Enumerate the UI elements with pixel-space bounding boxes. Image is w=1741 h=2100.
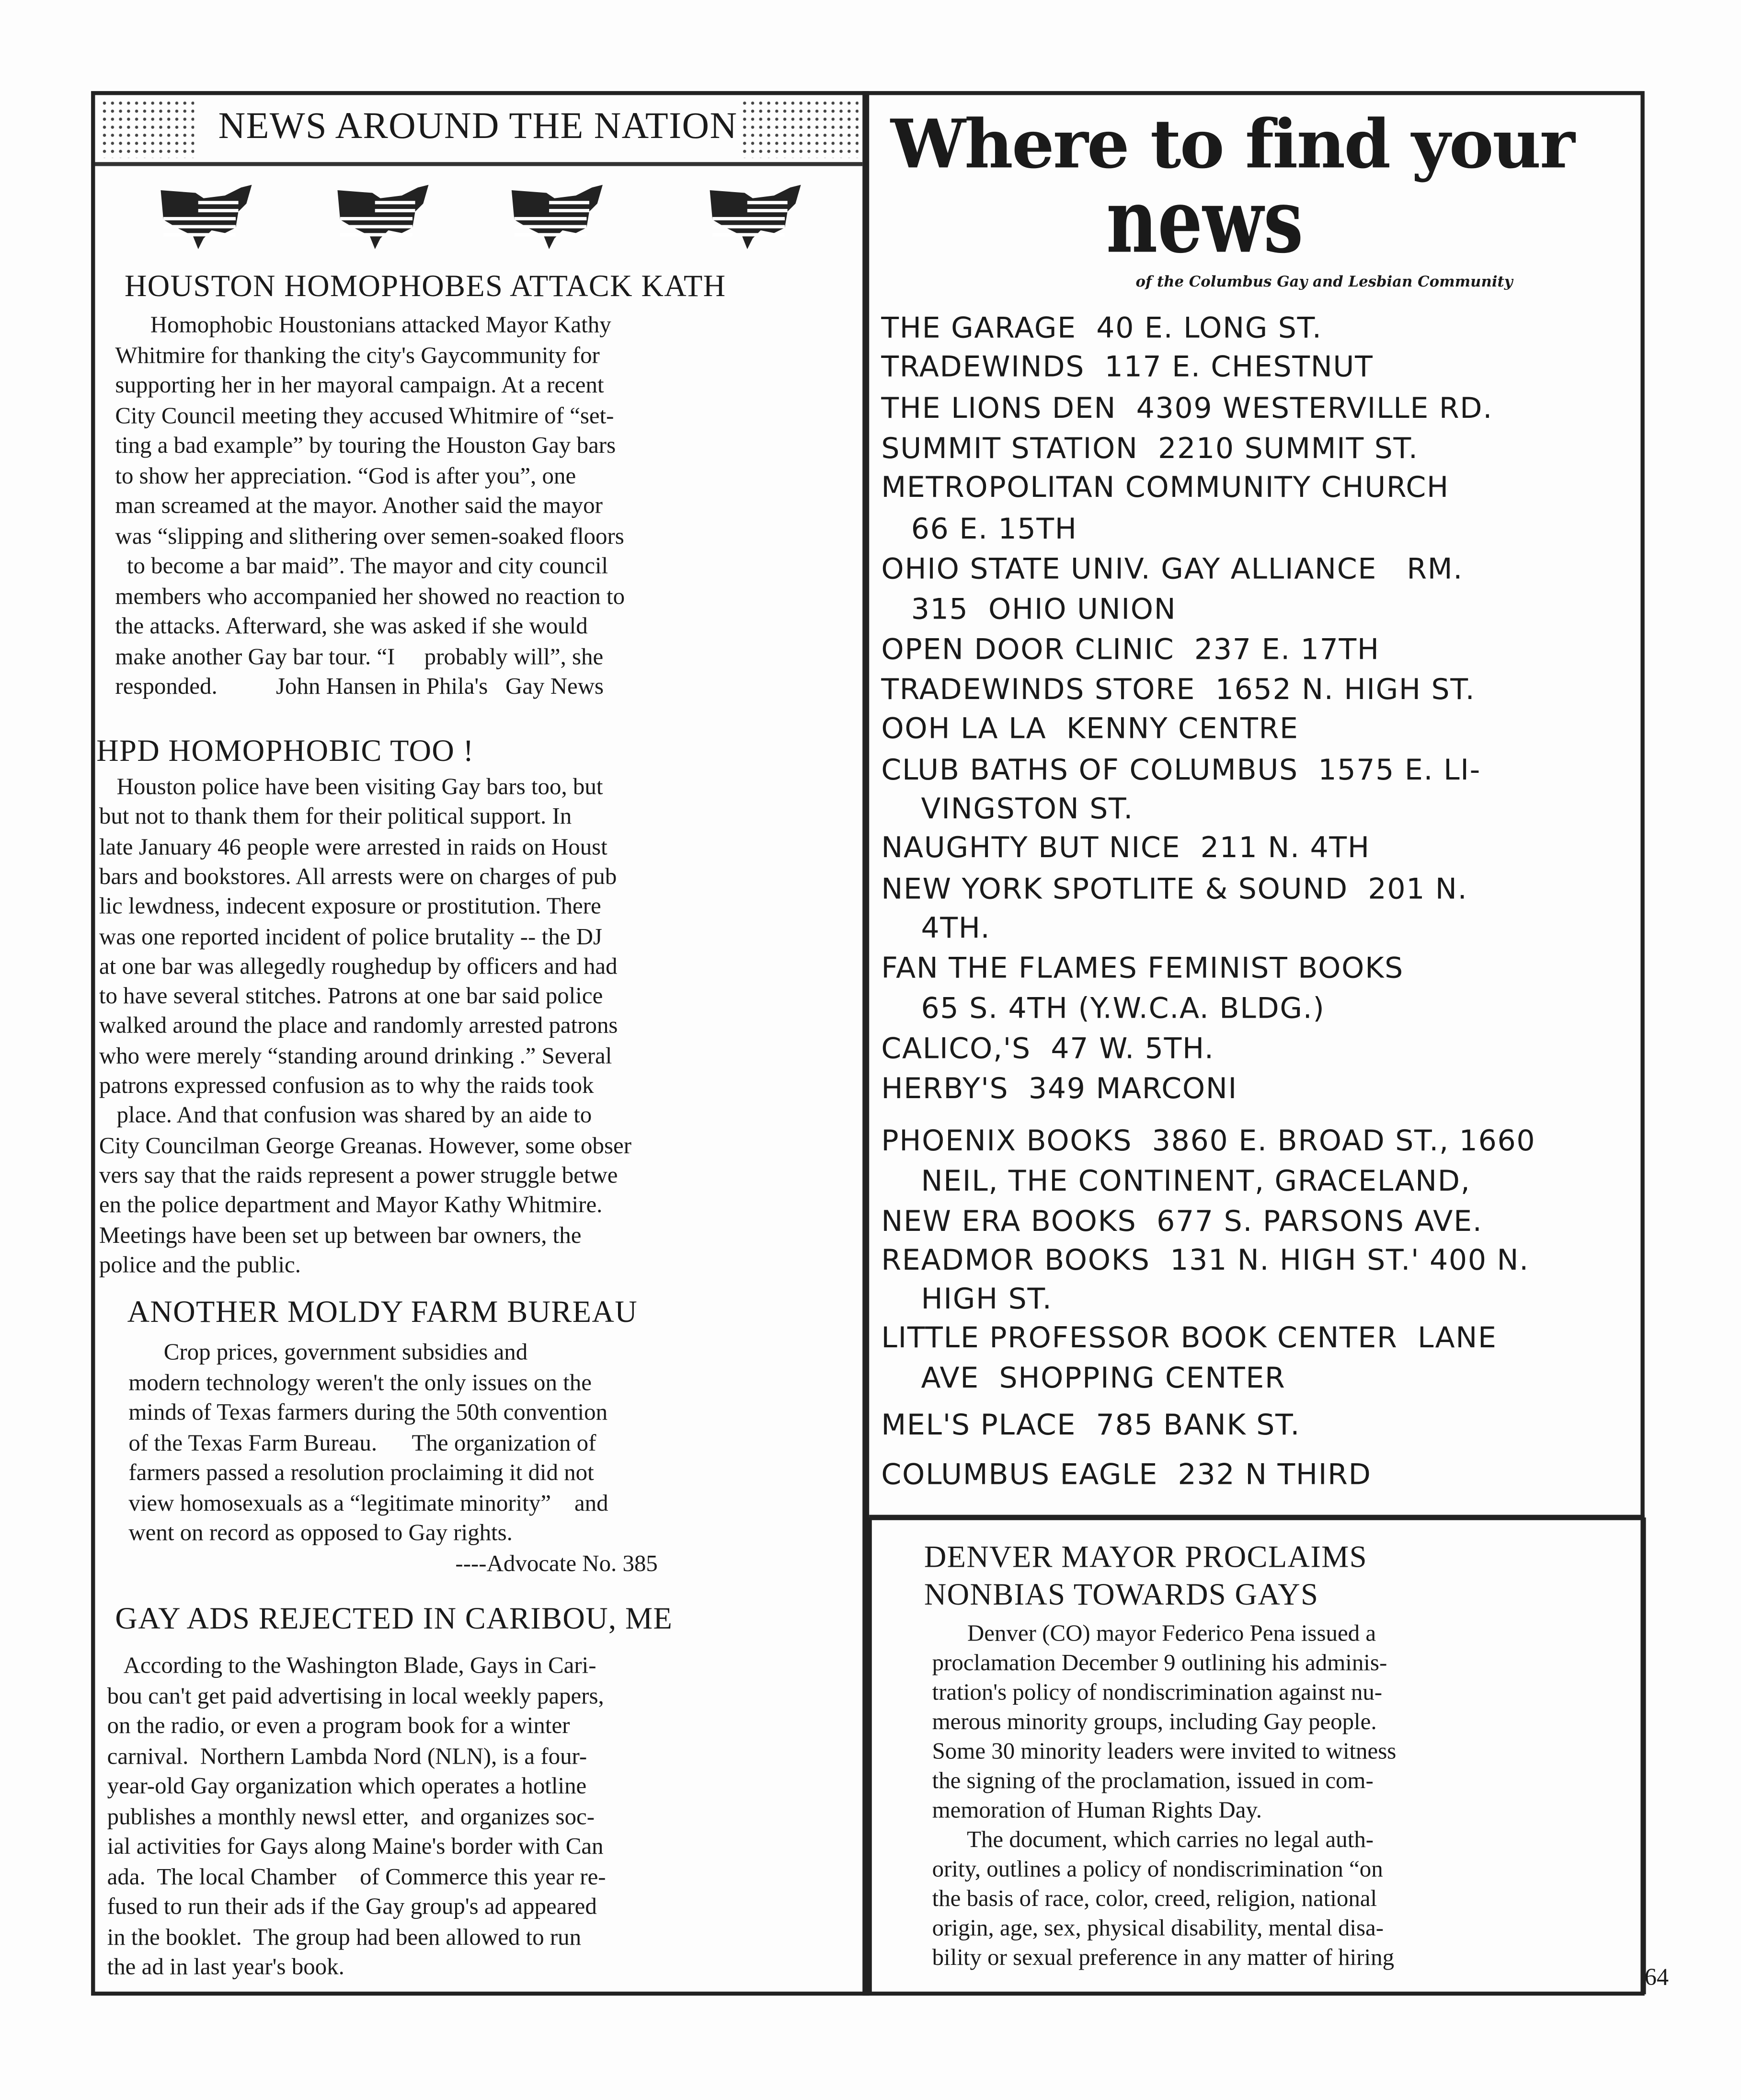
listing-entry: COLUMBUS EAGLE 232 N THIRD xyxy=(881,1458,1372,1492)
us-flag-map-icon xyxy=(509,182,616,249)
listing-entry: 66 E. 15TH xyxy=(881,513,1077,547)
article-line: police and the public. xyxy=(99,1251,301,1278)
article-line: Houston police have been visiting Gay bars too, but xyxy=(99,772,603,800)
listing-entry: HERBY'S 349 MARCONI xyxy=(881,1073,1237,1107)
article-line: minds of Texas farmers during the 50th convention xyxy=(128,1398,608,1425)
listing-entry: CLUB BATHS OF COLUMBUS 1575 E. LI- xyxy=(881,754,1481,788)
article-line: to become a bar maid”. The mayor and city council xyxy=(115,551,608,579)
halftone-pattern xyxy=(101,99,195,158)
article-line: lic lewdness, indecent exposure or prostitution. There xyxy=(99,892,601,919)
listing-entry: CALICO,'S 47 W. 5TH. xyxy=(881,1033,1214,1067)
article-line: patrons expressed confusion as to why the raids took xyxy=(99,1071,594,1099)
article-line: bars and bookstores. All arrests were on charges of pub xyxy=(99,862,617,889)
us-flag-map-icon xyxy=(158,182,265,249)
article-line: man screamed at the mayor. Another said the mayor xyxy=(115,491,603,518)
listing-entry: VINGSTON ST. xyxy=(881,792,1134,826)
article-headline: GAY ADS REJECTED IN CARIBOU, ME xyxy=(115,1602,673,1636)
listing-entry: NEW ERA BOOKS 677 S. PARSONS AVE. xyxy=(881,1205,1483,1239)
listing-entry: PHOENIX BOOKS 3860 E. BROAD ST., 1660 xyxy=(881,1125,1536,1159)
article-line: year-old Gay organization which operates a hotline xyxy=(107,1772,587,1799)
article-line: make another Gay bar tour. “I probably will”, she xyxy=(115,642,604,669)
article-line: merous minority groups, including Gay people. xyxy=(932,1708,1377,1735)
listing-entry: TRADEWINDS STORE 1652 N. HIGH ST. xyxy=(881,674,1476,707)
article-line: at one bar was allegedly roughedup by officers and had xyxy=(99,952,618,979)
us-flag-map-icon xyxy=(707,182,814,249)
article-line: ting a bad example” by touring the Houston Gay bars xyxy=(115,431,616,459)
article-headline: HPD HOMOPHOBIC TOO ! xyxy=(96,734,474,768)
article-line: who were merely “standing around drinking .” Several xyxy=(99,1041,612,1068)
listing-entry: OPEN DOOR CLINIC 237 E. 17TH xyxy=(881,633,1380,667)
article-line: to show her appreciation. “God is after you”, one xyxy=(115,461,576,488)
page-number: 64 xyxy=(1644,1963,1669,1990)
article-line: According to the Washington Blade, Gays in Cari- xyxy=(107,1651,596,1678)
article-line: Denver (CO) mayor Federico Pena issued a xyxy=(932,1619,1376,1646)
listing-title-news: news xyxy=(1106,169,1304,274)
listing-entry: LITTLE PROFESSOR BOOK CENTER LANE xyxy=(881,1322,1497,1355)
us-flag-map-icon xyxy=(335,182,442,249)
article-line: publishes a monthly newsl etter, and organizes soc- xyxy=(107,1802,595,1829)
article-line: modern technology weren't the only issues on the xyxy=(128,1368,592,1395)
listing-entry: OHIO STATE UNIV. GAY ALLIANCE RM. xyxy=(881,553,1464,587)
listing-entry: READMOR BOOKS 131 N. HIGH ST.' 400 N. xyxy=(881,1244,1529,1278)
listing-entry: THE GARAGE 40 E. LONG ST. xyxy=(881,312,1322,346)
listing-entry: AVE SHOPPING CENTER xyxy=(881,1362,1286,1396)
listing-entry: MEL'S PLACE 785 BANK ST. xyxy=(881,1409,1301,1443)
article-headline: DENVER MAYOR PROCLAIMS xyxy=(924,1540,1367,1574)
article-line: went on record as opposed to Gay rights. xyxy=(128,1518,513,1546)
article-line: carnival. Northern Lambda Nord (NLN), is a four- xyxy=(107,1742,587,1769)
article-line: walked around the place and randomly arrested patrons xyxy=(99,1011,618,1039)
listing-entry: NAUGHTY BUT NICE 211 N. 4TH xyxy=(881,831,1370,865)
article-line: bility or sexual preference in any matter of hiring xyxy=(932,1943,1395,1971)
article-line: Crop prices, government subsidies and xyxy=(128,1338,528,1365)
article-line: The document, which carries no legal auth- xyxy=(932,1825,1374,1853)
listing-entry: NEIL, THE CONTINENT, GRACELAND, xyxy=(881,1165,1471,1199)
listing-entry: THE LIONS DEN 4309 WESTERVILLE RD. xyxy=(881,392,1493,426)
article-line: City Councilman George Greanas. However, some obser xyxy=(99,1131,631,1158)
article-line: of the Texas Farm Bureau. The organization of xyxy=(128,1428,596,1456)
article-line: fused to run their ads if the Gay group's ad appeared xyxy=(107,1892,597,1919)
article-line: members who accompanied her showed no reaction to xyxy=(115,582,625,609)
section-title: NEWS AROUND THE NATION xyxy=(218,105,738,148)
article-line: en the police department and Mayor Kathy Whitmire. xyxy=(99,1191,603,1218)
article-line: supporting her in her mayoral campaign. At a recent xyxy=(115,371,604,398)
article-line: the basis of race, color, creed, religion, national xyxy=(932,1884,1377,1912)
article-line: bou can't get paid advertising in local weekly papers, xyxy=(107,1681,604,1709)
article-line: memoration of Human Rights Day. xyxy=(932,1796,1262,1823)
article-line: ority, outlines a policy of nondiscrimination “on xyxy=(932,1855,1383,1882)
listing-entry: OOH LA LA KENNY CENTRE xyxy=(881,712,1299,746)
article-line: the signing of the proclamation, issued in com- xyxy=(932,1767,1374,1794)
listing-entry: METROPOLITAN COMMUNITY CHURCH xyxy=(881,471,1449,505)
article-headline: HOUSTON HOMOPHOBES ATTACK KATH xyxy=(124,269,726,303)
article-line: ial activities for Gays along Maine's border with Can xyxy=(107,1832,604,1859)
listing-subtitle: of the Columbus Gay and Lesbian Community xyxy=(1135,273,1513,291)
article-line: place. And that confusion was shared by an aide to xyxy=(99,1101,592,1128)
listing-entry: 315 OHIO UNION xyxy=(881,593,1177,627)
article-attribution: ----Advocate No. 385 xyxy=(455,1549,658,1577)
listing-entry: TRADEWINDS 117 E. CHESTNUT xyxy=(881,351,1374,385)
listing-entry: SUMMIT STATION 2210 SUMMIT ST. xyxy=(881,432,1419,466)
article-line: on the radio, or even a program book for a winter xyxy=(107,1711,570,1739)
article-line: late January 46 people were arrested in raids on Houst xyxy=(99,832,607,860)
listing-entry: 65 S. 4TH (Y.W.C.A. BLDG.) xyxy=(881,992,1325,1026)
article-line: the attacks. Afterward, she was asked if she would xyxy=(115,612,588,639)
article-line: ada. The local Chamber of Commerce this year re- xyxy=(107,1862,606,1889)
halftone-pattern xyxy=(741,99,859,158)
article-headline: NONBIAS TOWARDS GAYS xyxy=(924,1577,1319,1611)
article-line: the ad in last year's book. xyxy=(107,1952,344,1980)
article-line: was one reported incident of police brutality -- the DJ xyxy=(99,922,602,949)
article-line: vers say that the raids represent a power struggle betwe xyxy=(99,1161,618,1188)
article-line: but not to thank them for their political support. In xyxy=(99,803,572,830)
section-header-band xyxy=(95,95,862,166)
article-line: Some 30 minority leaders were invited to witness xyxy=(932,1737,1397,1764)
listing-entry: HIGH ST. xyxy=(881,1283,1053,1317)
article-line: view homosexuals as a “legitimate minority” and xyxy=(128,1489,608,1515)
article-line: was “slipping and slithering over semen-soaked floors xyxy=(115,521,624,549)
article-line: Whitmire for thanking the city's Gaycommunity for xyxy=(115,341,600,368)
article-line: to have several stitches. Patrons at one bar said police xyxy=(99,982,603,1009)
listing-entry: 4TH. xyxy=(881,912,991,946)
article-line: City Council meeting they accused Whitmire of “set- xyxy=(115,401,614,428)
article-headline: ANOTHER MOLDY FARM BUREAU xyxy=(127,1295,638,1329)
article-line: proclamation December 9 outlining his adminis- xyxy=(932,1649,1387,1676)
article-line: Meetings have been set up between bar owners, the xyxy=(99,1221,582,1248)
listing-entry: NEW YORK SPOTLITE & SOUND 201 N. xyxy=(881,873,1468,907)
article-line: tration's policy of nondiscrimination against nu- xyxy=(932,1678,1383,1705)
article-line: in the booklet. The group had been allowed to run xyxy=(107,1922,582,1950)
article-line: farmers passed a resolution proclaiming it did not xyxy=(128,1458,594,1486)
article-line: origin, age, sex, physical disability, mental disa- xyxy=(932,1914,1384,1941)
listing-entry: FAN THE FLAMES FEMINIST BOOKS xyxy=(881,952,1404,986)
listing-title: Where to find your xyxy=(890,104,1574,184)
article-line: responded. John Hansen in Phila's Gay News xyxy=(115,672,604,700)
article-line: Homophobic Houstonians attacked Mayor Kathy xyxy=(115,310,611,338)
